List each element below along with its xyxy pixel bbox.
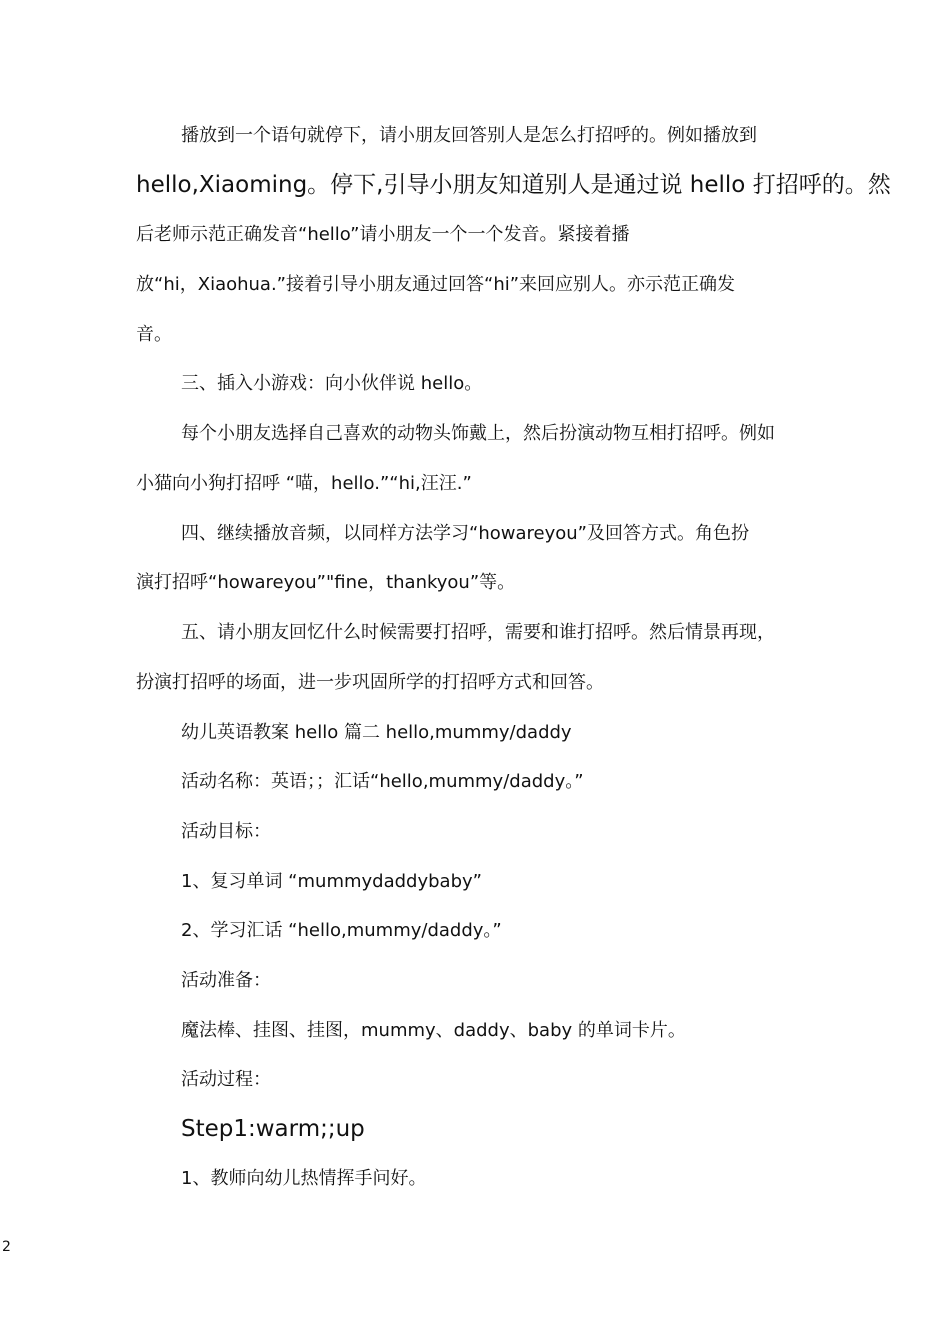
activity-process-label: 活动过程： [181,1069,271,1090]
step-heading: Step1:warm;;up [181,1116,365,1142]
section-heading: 三、插入小游戏：向小伙伴说 hello。 [181,373,483,394]
paragraph-line: 扮演打招呼的场面，进一步巩固所学的打招呼方式和回答。 [136,672,604,693]
goal-item: 2、学习汇话 “hello,mummy/daddy。” [181,920,502,941]
paragraph-line: 演打招呼“howareyou”"fine，thankyou”等。 [136,572,516,593]
paragraph-line: 小猫向小狗打招呼 “喵，hello.”“hi,汪汪.” [136,473,472,494]
paragraph-line: hello,Xiaoming。停下,引导小朋友知道别人是通过说 hello 打招呼的。然 [136,172,891,198]
paragraph-line: 播放到一个语句就停下，请小朋友回答别人是怎么打招呼的。例如播放到 [181,125,757,146]
activity-prep-text: 魔法棒、挂图、挂图，mummy、daddy、baby 的单词卡片。 [181,1020,686,1041]
paragraph-line: 后老师示范正确发音“hello”请小朋友一个一个发音。紧接着播 [136,224,630,245]
page-number: 2 [2,1239,11,1255]
step-item: 1、教师向幼儿热情挥手问好。 [181,1168,427,1189]
paragraph-line: 音。 [136,324,172,345]
activity-name: 活动名称：英语；；汇话“hello,mummy/daddy。” [181,771,584,792]
section-heading: 五、请小朋友回忆什么时候需要打招呼，需要和谁打招呼。然后情景再现， [181,622,775,643]
activity-prep-label: 活动准备： [181,970,271,991]
goal-item: 1、复习单词 “mummydaddybaby” [181,871,482,892]
section-heading: 四、继续播放音频，以同样方法学习“howareyou”及回答方式。角色扮 [181,523,749,544]
paragraph-line: 每个小朋友选择自己喜欢的动物头饰戴上，然后扮演动物互相打招呼。例如 [181,423,775,444]
activity-goals-label: 活动目标： [181,821,271,842]
lesson-title: 幼儿英语教案 hello 篇二 hello,mummy/daddy [181,722,572,743]
paragraph-line: 放“hi，Xiaohua.”接着引导小朋友通过回答“hi”来回应别人。亦示范正确发 [136,274,736,295]
